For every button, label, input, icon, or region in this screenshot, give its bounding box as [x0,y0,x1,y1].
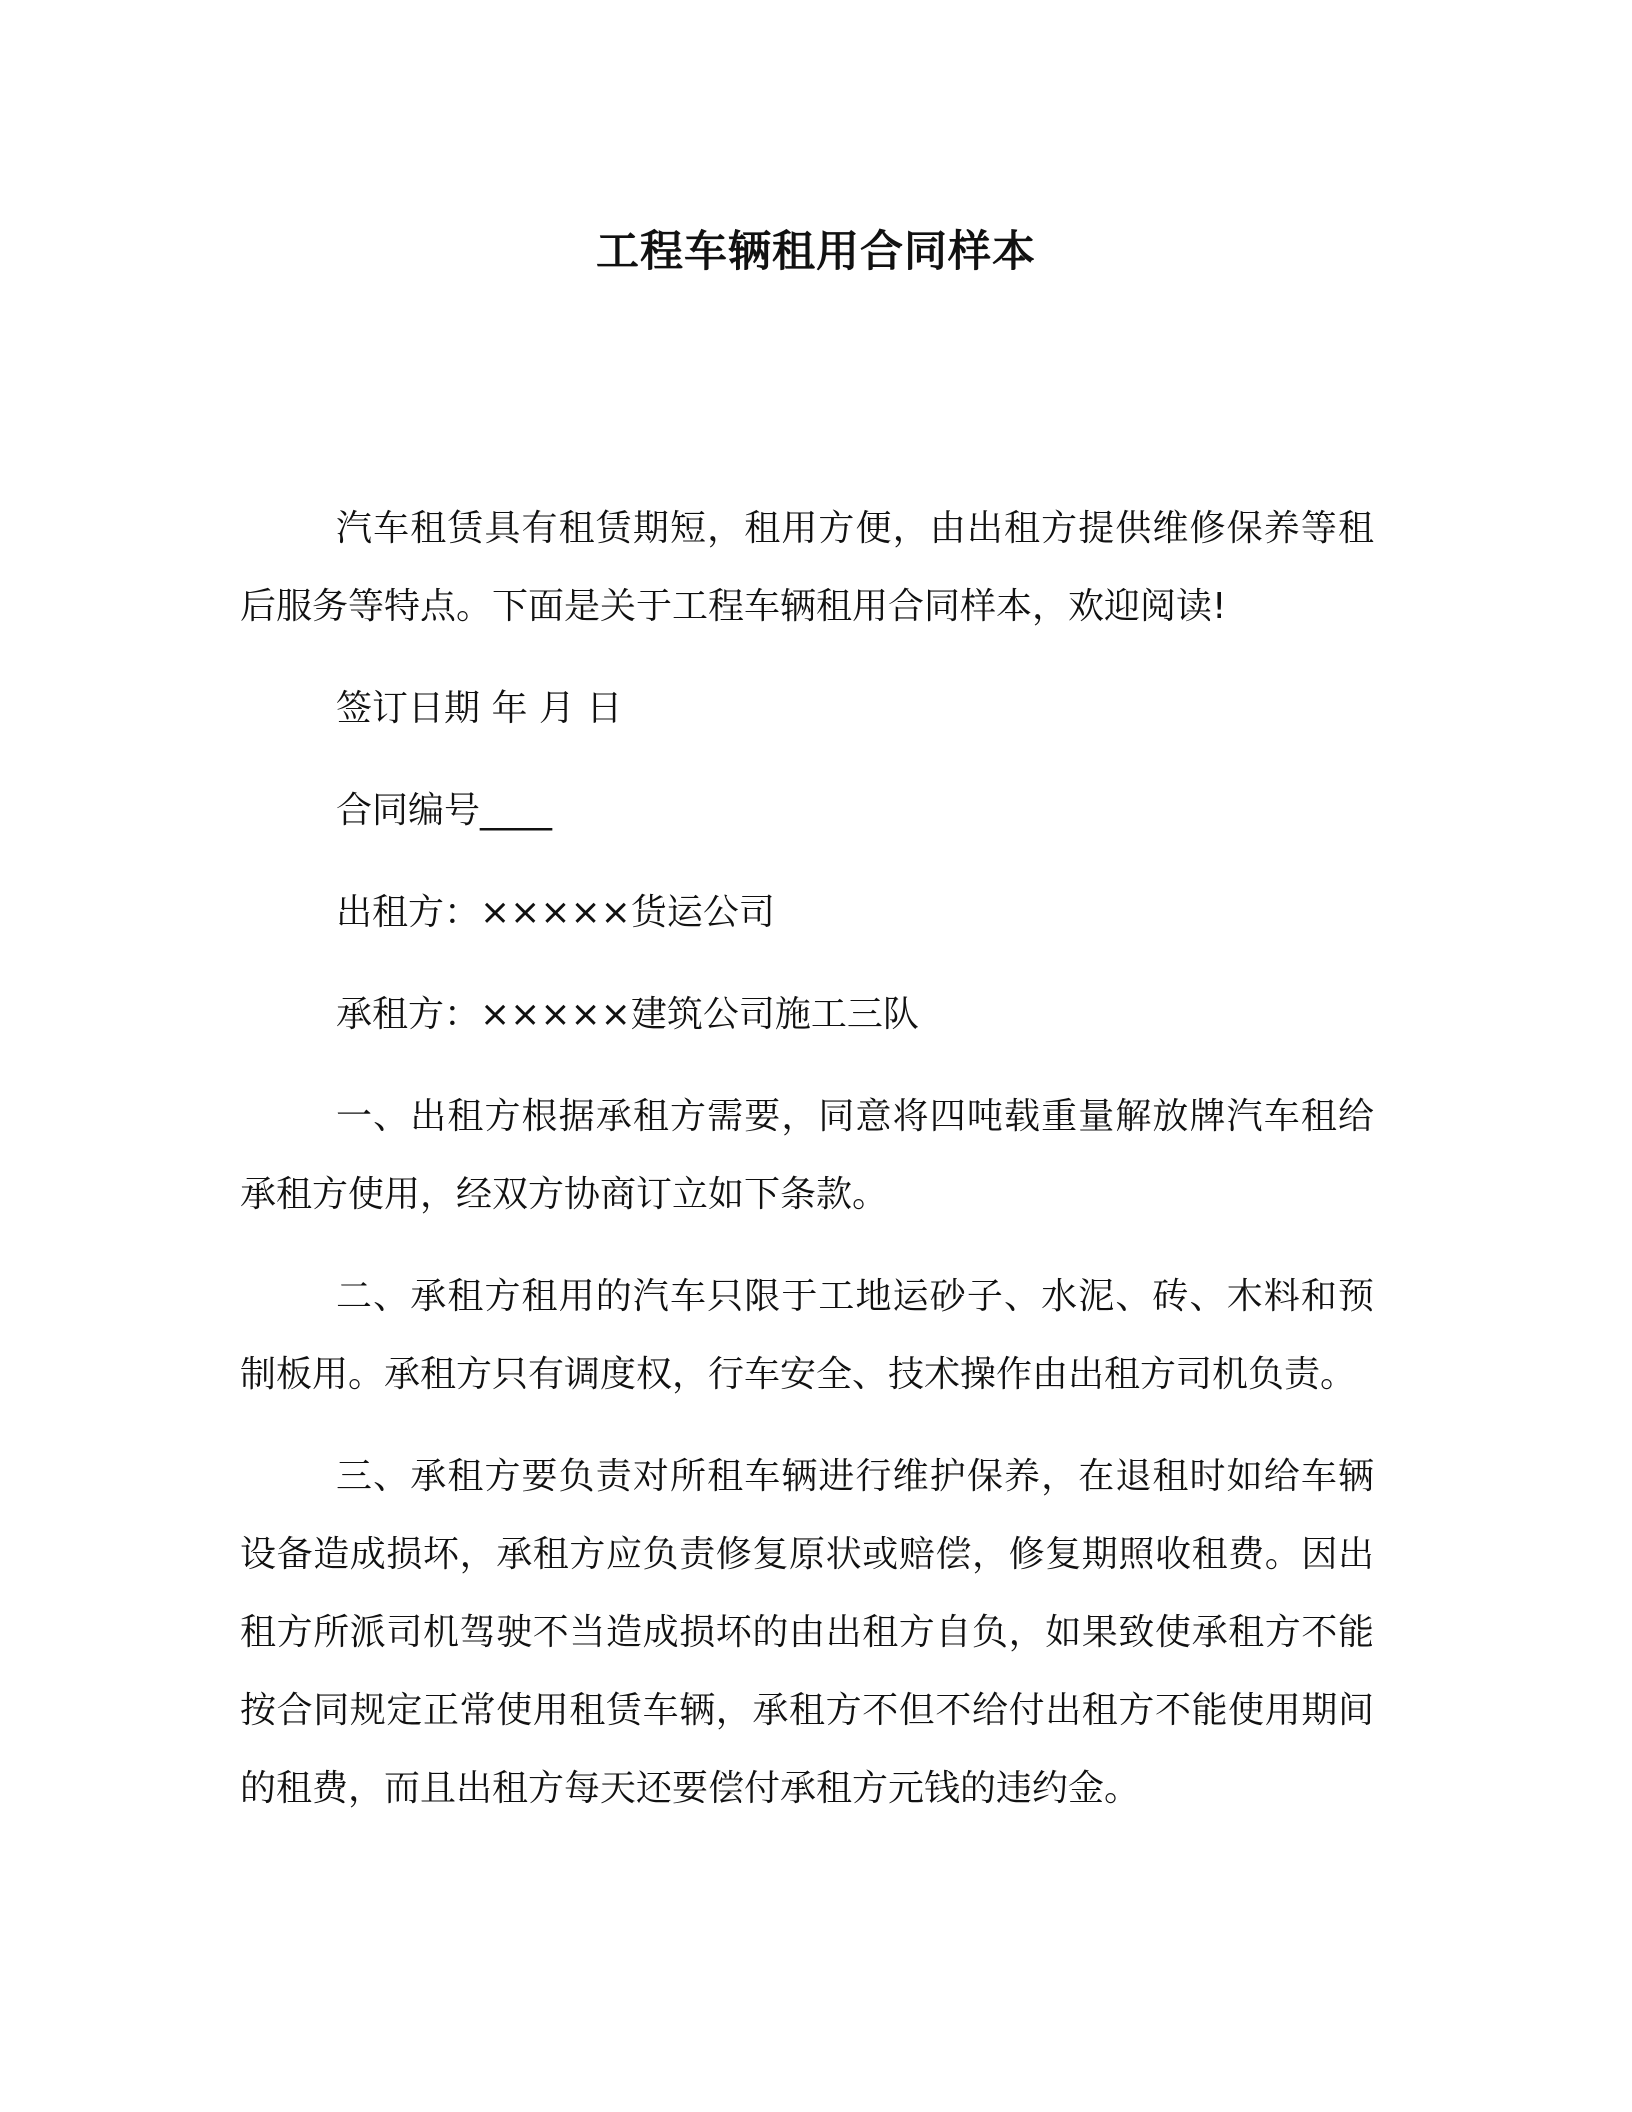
contract-number-line: 合同编号____ [336,790,553,831]
clause-3: 三、承租方要负责对所租车辆进行维护保养，在退租时如给车辆设备造成损坏，承租方应负责修复原状或赔偿，修复期照收租费。因出租方所派司机驾驶不当造成损坏的由出租方自负，如果致使承租方不能按合同规定正常使用租赁车辆，承租方不但不给付出租方不能使用期间的租费，而且出租方每天还要偿付承租方元钱的违约金。 [240,1456,1374,1809]
lessor-line: 出租方：×××××货运公司 [336,892,775,933]
signing-date-line: 签订日期 年 月 日 [336,688,623,729]
lessee-line: 承租方：×××××建筑公司施工三队 [336,994,919,1035]
intro-paragraph: 汽车租赁具有租赁期短，租用方便，由出租方提供维修保养等租后服务等特点。下面是关于工程车辆租用合同样本，欢迎阅读! [240,508,1374,627]
clause-1: 一、出租方根据承租方需要，同意将四吨载重量解放牌汽车租给承租方使用，经双方协商订立如下条款。 [240,1096,1374,1215]
clause-2: 二、承租方租用的汽车只限于工地运砂子、水泥、砖、木料和预制板用。承租方只有调度权，行车安全、技术操作由出租方司机负责。 [240,1276,1374,1395]
document-body [240,490,1374,1852]
document-title: 工程车辆租用合同样本 [596,227,1036,277]
